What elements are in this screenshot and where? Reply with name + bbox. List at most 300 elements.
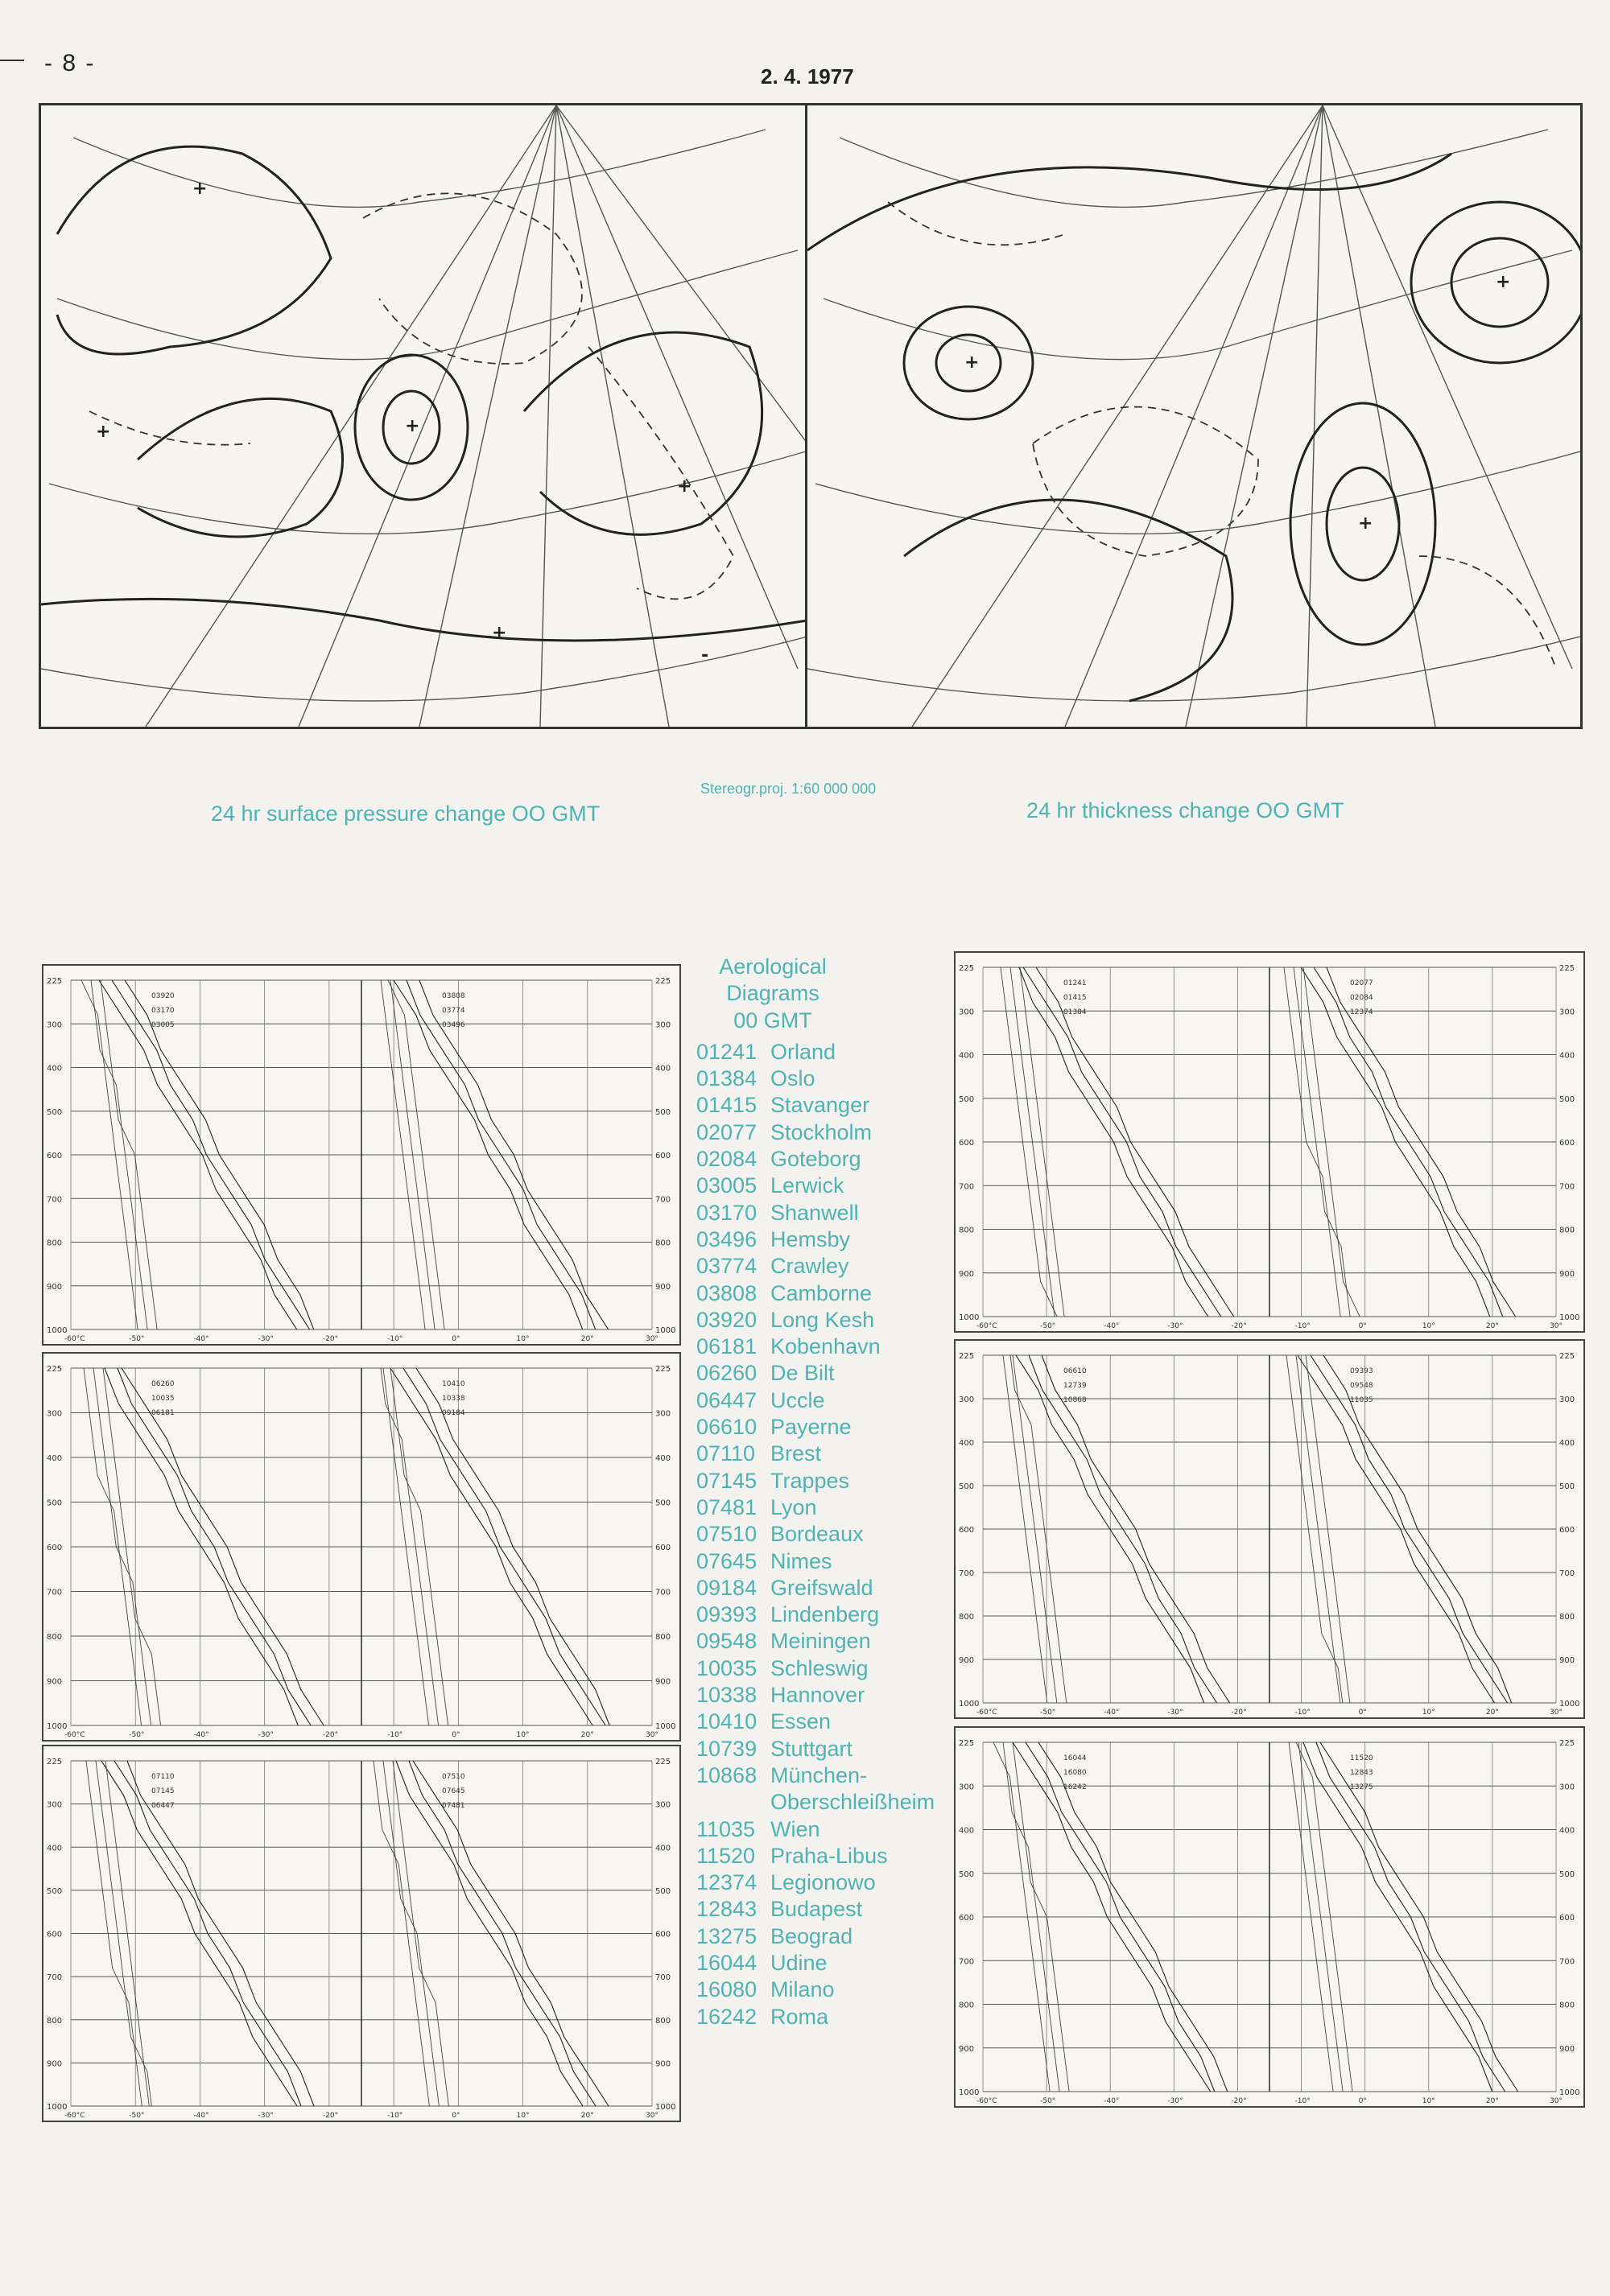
station-code: 02077 [696, 1119, 758, 1144]
pressure-label: 800 [1559, 1226, 1575, 1235]
pressure-label: 800 [959, 1226, 975, 1235]
temperature-label: 30° [1550, 1322, 1563, 1330]
legend-title-2: Diagrams [726, 981, 819, 1006]
station-name: Crawley [770, 1254, 849, 1279]
diagram-drawing [43, 1746, 679, 2121]
temperature-label: -20° [1231, 2097, 1247, 2105]
pressure-label: 225 [1559, 964, 1575, 973]
station-name: Essen [770, 1709, 832, 1734]
diagram-drawing [43, 966, 679, 1344]
legend-title-3: 00 GMT [733, 1008, 812, 1033]
svg-text:+: + [1358, 513, 1373, 534]
temperature-label: -20° [1231, 1709, 1247, 1717]
temperature-label: -10° [387, 2112, 403, 2120]
station-name: Milano [770, 1977, 835, 2002]
pressure-label: 900 [959, 1269, 975, 1279]
sounding-station-code: 10868 [1063, 1396, 1087, 1404]
pressure-label: 600 [1559, 1526, 1575, 1535]
pressure-label: 900 [655, 1282, 671, 1292]
temperature-label: -60°C [976, 1322, 997, 1330]
station-name: Long Kesh [770, 1307, 875, 1332]
pressure-label: 500 [655, 1107, 671, 1117]
pressure-label: 400 [655, 1454, 671, 1463]
pressure-label: 1000 [1559, 2088, 1580, 2097]
pressure-label: 900 [959, 2044, 975, 2054]
station-code: 03774 [696, 1254, 758, 1279]
sounding-station-code: 16242 [1063, 1783, 1087, 1791]
temperature-label: 10° [516, 2112, 530, 2120]
station-name: Stavanger [770, 1093, 870, 1118]
sounding-station-code: 03496 [442, 1021, 465, 1029]
pressure-label: 225 [1559, 1352, 1575, 1361]
station-name: Brest [770, 1441, 822, 1466]
pressure-label: 225 [655, 977, 671, 986]
temperature-label: -30° [258, 1731, 274, 1739]
pressure-label: 800 [655, 1239, 671, 1248]
pressure-label: 600 [47, 1930, 63, 1939]
station-code: 10035 [696, 1655, 758, 1680]
svg-text:+: + [677, 476, 692, 497]
station-code: 07510 [696, 1522, 758, 1547]
station-code: 16080 [696, 1977, 758, 2002]
temperature-label: 30° [646, 2112, 658, 2120]
station-row [696, 1307, 935, 1333]
temperature-label: 30° [1550, 2097, 1563, 2105]
pressure-label: 800 [47, 2016, 63, 2026]
station-name: Kobenhavn [770, 1334, 881, 1359]
pressure-label: 500 [959, 1094, 975, 1104]
station-list [696, 1039, 935, 2030]
pressure-label: 1000 [655, 1326, 676, 1335]
temperature-label: -30° [258, 1335, 274, 1343]
temperature-label: -20° [322, 2112, 339, 2120]
temperature-label: -40° [193, 1731, 209, 1739]
sounding-station-code: 03170 [151, 1007, 175, 1015]
sounding-station-code: 02077 [1350, 979, 1373, 987]
temperature-label: 30° [1550, 1709, 1563, 1717]
pressure-label: 300 [655, 1800, 671, 1810]
temperature-label: -10° [387, 1335, 403, 1343]
pressure-label: 300 [1559, 1008, 1575, 1017]
temperature-label: -30° [1167, 2097, 1183, 2105]
temperature-label: 0° [452, 2112, 460, 2120]
sounding-station-code: 06447 [151, 1802, 175, 1810]
station-code: 10868 [696, 1762, 758, 1787]
pressure-label: 500 [959, 1869, 975, 1879]
station-name: Nimes [770, 1548, 832, 1573]
pressure-label: 600 [655, 1152, 671, 1160]
pressure-label: 900 [1559, 1269, 1575, 1279]
surface-pressure-map-drawing [41, 105, 807, 727]
pressure-label: 900 [1559, 1656, 1575, 1665]
station-legend [696, 954, 935, 2030]
sounding-station-code: 07645 [442, 1787, 465, 1795]
sounding-station-code: 06610 [1063, 1367, 1087, 1375]
pressure-label: 800 [655, 2016, 671, 2026]
temperature-label: 10° [516, 1731, 530, 1739]
station-row [696, 1950, 935, 1977]
pressure-label: 900 [47, 1282, 63, 1292]
page-date: 2. 4. 1977 [761, 64, 854, 89]
temperature-label: -60°C [64, 1731, 85, 1739]
sounding-station-code: 07110 [151, 1773, 175, 1781]
pressure-label: 1000 [47, 2103, 68, 2112]
temperature-label: -10° [1294, 1322, 1311, 1330]
diagram-drawing [956, 1728, 1583, 2106]
station-row [696, 1977, 935, 2003]
pressure-label: 1000 [959, 1313, 980, 1322]
pressure-label: 225 [655, 1365, 671, 1374]
sounding-station-code: 12843 [1350, 1769, 1373, 1777]
station-code: 01241 [696, 1039, 758, 1064]
thickness-map-drawing [807, 105, 1580, 727]
pressure-label: 225 [959, 964, 975, 973]
temperature-label: 10° [1422, 1709, 1435, 1717]
pressure-label: 225 [47, 977, 63, 986]
pressure-label: 300 [959, 1783, 975, 1792]
aerological-diagram-panel [954, 951, 1585, 1333]
aerological-diagram-panel [954, 1339, 1585, 1719]
pressure-label: 600 [655, 1930, 671, 1939]
station-row [696, 1468, 935, 1494]
station-code: 01384 [696, 1066, 758, 1091]
temperature-label: -30° [1167, 1709, 1183, 1717]
sounding-station-code: 01384 [1063, 1008, 1087, 1016]
temperature-label: -50° [129, 2112, 145, 2120]
station-name: Hemsby [770, 1226, 851, 1251]
pressure-label: 225 [1559, 1739, 1575, 1748]
pressure-label: 400 [655, 1064, 671, 1074]
temperature-label: -50° [129, 1335, 145, 1343]
station-code: 16044 [696, 1950, 758, 1975]
temperature-label: 0° [1358, 1322, 1367, 1330]
pressure-label: 500 [47, 1498, 63, 1508]
pressure-label: 700 [47, 1195, 63, 1205]
pressure-label: 800 [959, 1613, 975, 1622]
station-code: 03496 [696, 1226, 758, 1251]
station-code: 06447 [696, 1387, 758, 1412]
diagram-drawing [43, 1354, 679, 1740]
pressure-label: 300 [47, 1409, 63, 1419]
diagram-drawing [956, 1341, 1583, 1717]
pressure-label: 900 [47, 1677, 63, 1687]
pressure-label: 600 [47, 1544, 63, 1552]
station-name: Trappes [770, 1468, 850, 1493]
station-name: Budapest [770, 1897, 863, 1922]
pressure-label: 700 [959, 1957, 975, 1967]
pressure-label: 900 [959, 1656, 975, 1665]
temperature-label: 20° [580, 1335, 594, 1343]
pressure-label: 500 [47, 1107, 63, 1117]
station-row [696, 1146, 935, 1173]
pressure-label: 600 [1559, 1914, 1575, 1923]
left-map-caption: 24 hr surface pressure change OO GMT [211, 802, 601, 826]
pressure-label: 400 [1559, 1826, 1575, 1836]
sounding-station-code: 03005 [151, 1021, 175, 1029]
station-row [696, 1441, 935, 1467]
temperature-label: -50° [1040, 1709, 1056, 1717]
temperature-label: -40° [1104, 1322, 1120, 1330]
pressure-label: 500 [47, 1886, 63, 1896]
station-row [696, 1762, 935, 1789]
sounding-station-code: 03774 [442, 1007, 465, 1015]
temperature-label: 10° [1422, 2097, 1435, 2105]
temperature-label: -50° [129, 1731, 145, 1739]
pressure-label: 400 [655, 1844, 671, 1853]
station-code: 02084 [696, 1147, 758, 1172]
station-code: 12374 [696, 1870, 758, 1895]
temperature-label: 20° [1485, 1709, 1499, 1717]
pressure-label: 300 [959, 1008, 975, 1017]
legend-title-1: Aerological [719, 954, 827, 979]
surface-pressure-change-map [39, 103, 810, 729]
temperature-label: 20° [580, 1731, 594, 1739]
pressure-label: 300 [1559, 1395, 1575, 1404]
station-row [696, 1092, 935, 1119]
station-row [696, 1387, 935, 1414]
station-code: 07110 [696, 1441, 756, 1466]
svg-text:+: + [405, 416, 420, 436]
station-row [696, 1066, 935, 1092]
pressure-label: 900 [1559, 2044, 1575, 2054]
station-row [696, 1682, 935, 1709]
sounding-station-code: 01415 [1063, 994, 1087, 1002]
pressure-label: 1000 [959, 2088, 980, 2097]
temperature-label: -20° [322, 1731, 339, 1739]
temperature-label: 10° [516, 1335, 530, 1343]
station-code: 13275 [696, 1923, 758, 1948]
station-code: 10739 [696, 1736, 758, 1761]
station-row [696, 1521, 935, 1548]
temperature-label: 0° [1358, 1709, 1367, 1717]
station-row [696, 1843, 935, 1869]
legend-heading [696, 954, 849, 1034]
pressure-label: 700 [655, 1973, 671, 1983]
sounding-station-code: 12374 [1350, 1008, 1373, 1016]
station-row [696, 1896, 935, 1923]
temperature-label: -40° [193, 2112, 209, 2120]
temperature-label: 0° [1358, 2097, 1367, 2105]
station-row [696, 1601, 935, 1628]
station-name: Hannover [770, 1683, 865, 1708]
temperature-label: -10° [387, 1731, 403, 1739]
station-name: Stockholm [770, 1119, 873, 1144]
station-row [696, 2004, 935, 2030]
pressure-label: 400 [959, 1051, 975, 1061]
sounding-station-code: 10035 [151, 1395, 175, 1403]
station-row [696, 1575, 935, 1601]
station-name: München- [770, 1762, 868, 1787]
station-row [696, 1200, 935, 1226]
pressure-label: 700 [1559, 1957, 1575, 1967]
station-row [696, 1173, 935, 1199]
station-row [696, 1789, 935, 1816]
pressure-label: 700 [47, 1973, 63, 1983]
station-row [696, 1548, 935, 1575]
temperature-label: -40° [1104, 2097, 1120, 2105]
pressure-label: 225 [47, 1758, 63, 1766]
sounding-station-code: 07145 [151, 1787, 175, 1795]
station-name: Wien [770, 1816, 820, 1841]
station-row [696, 1494, 935, 1521]
sounding-station-code: 09548 [1350, 1382, 1373, 1390]
pressure-label: 1000 [1559, 1700, 1580, 1709]
station-code: 09184 [696, 1575, 758, 1600]
pressure-label: 500 [655, 1498, 671, 1508]
pressure-label: 500 [1559, 1482, 1575, 1491]
station-name: Oberschleißheim [770, 1790, 935, 1815]
sounding-station-code: 09184 [442, 1409, 465, 1417]
pressure-label: 300 [47, 1020, 63, 1030]
pressure-label: 600 [959, 1526, 975, 1535]
station-row [696, 1253, 935, 1280]
pressure-label: 500 [1559, 1094, 1575, 1104]
page-number: - 8 - [44, 50, 96, 76]
temperature-label: 0° [452, 1335, 460, 1343]
pressure-label: 1000 [655, 2103, 676, 2112]
station-row [696, 1923, 935, 1950]
temperature-label: -60°C [976, 1709, 997, 1717]
station-name: Schleswig [770, 1655, 869, 1680]
pressure-label: 800 [959, 2001, 975, 2010]
projection-note: Stereogr.proj. 1:60 000 000 [700, 781, 877, 797]
station-name: Beograd [770, 1923, 853, 1948]
pressure-label: 300 [47, 1800, 63, 1810]
aerological-diagram-panel [42, 1745, 681, 2122]
station-row [696, 1816, 935, 1843]
sounding-station-code: 02084 [1350, 994, 1373, 1002]
temperature-label: 0° [452, 1731, 460, 1739]
temperature-label: 30° [646, 1335, 658, 1343]
temperature-label: -60°C [64, 2112, 85, 2120]
sounding-station-code: 13275 [1350, 1783, 1373, 1791]
sounding-station-code: 07481 [442, 1802, 465, 1810]
station-code: 09393 [696, 1602, 758, 1627]
station-name: Shanwell [770, 1200, 859, 1225]
pressure-label: 300 [959, 1395, 975, 1404]
station-name: Lerwick [770, 1173, 844, 1198]
station-row [696, 1709, 935, 1735]
station-row [696, 1119, 935, 1146]
sounding-station-code: 12739 [1063, 1382, 1087, 1390]
station-name: Bordeaux [770, 1522, 864, 1547]
thickness-change-map [805, 103, 1583, 729]
pressure-label: 600 [655, 1544, 671, 1552]
pressure-label: 400 [959, 1439, 975, 1448]
pressure-label: 800 [47, 1633, 63, 1642]
pressure-label: 1000 [959, 1700, 980, 1709]
station-code: 06260 [696, 1361, 758, 1386]
pressure-label: 1000 [47, 1326, 68, 1335]
pressure-label: 300 [655, 1020, 671, 1030]
station-name: Payerne [770, 1415, 852, 1440]
pressure-label: 700 [1559, 1182, 1575, 1192]
pressure-label: 700 [47, 1588, 63, 1597]
temperature-label: -10° [1294, 2097, 1311, 2105]
pressure-label: 300 [655, 1409, 671, 1419]
station-row [696, 1869, 935, 1896]
pressure-label: 600 [47, 1152, 63, 1160]
temperature-label: -10° [1294, 1709, 1311, 1717]
temperature-label: 10° [1422, 1322, 1435, 1330]
station-code: 07145 [696, 1468, 758, 1493]
pressure-label: 800 [47, 1239, 63, 1248]
station-code: 09548 [696, 1629, 758, 1654]
pressure-label: 400 [959, 1826, 975, 1836]
station-row [696, 1039, 935, 1066]
sounding-station-code: 03920 [151, 992, 175, 1000]
pressure-label: 225 [959, 1739, 975, 1748]
station-row [696, 1655, 935, 1682]
temperature-label: 20° [1485, 1322, 1499, 1330]
station-name: Greifswald [770, 1575, 873, 1600]
station-code: 06181 [696, 1334, 758, 1359]
station-code: 03170 [696, 1200, 758, 1225]
sounding-station-code: 06260 [151, 1380, 175, 1388]
station-code: 10410 [696, 1709, 758, 1734]
sounding-station-code: 06181 [151, 1409, 175, 1417]
station-name: Udine [770, 1950, 828, 1975]
pressure-label: 800 [655, 1633, 671, 1642]
station-code: 16242 [696, 2004, 758, 2029]
station-code: 12843 [696, 1897, 758, 1922]
pressure-label: 700 [959, 1569, 975, 1578]
station-name: Lyon [770, 1494, 817, 1519]
station-row [696, 1333, 935, 1360]
top-rule [0, 60, 24, 61]
station-code: 11035 [696, 1816, 756, 1841]
temperature-label: -60°C [64, 1335, 85, 1343]
pressure-label: 1000 [47, 1722, 68, 1731]
right-map-caption: 24 hr thickness change OO GMT [1026, 798, 1344, 822]
temperature-label: 30° [646, 1731, 658, 1739]
sounding-station-code: 16044 [1063, 1754, 1087, 1762]
sounding-station-code: 11035 [1350, 1396, 1373, 1404]
pressure-label: 225 [47, 1365, 63, 1374]
station-code: 07645 [696, 1548, 758, 1573]
pressure-label: 600 [1559, 1139, 1575, 1148]
pressure-label: 400 [47, 1844, 63, 1853]
diagram-drawing [956, 953, 1583, 1331]
station-row [696, 1280, 935, 1307]
sounding-station-code: 03808 [442, 992, 465, 1000]
temperature-label: -20° [322, 1335, 339, 1343]
pressure-label: 1000 [1559, 1313, 1580, 1322]
station-name: Camborne [770, 1280, 873, 1305]
station-row [696, 1360, 935, 1387]
station-name: Stuttgart [770, 1736, 853, 1761]
station-code: 06610 [696, 1415, 758, 1440]
station-name: Lindenberg [770, 1602, 880, 1627]
station-name: Praha-Libus [770, 1843, 888, 1868]
station-row [696, 1628, 935, 1655]
temperature-label: -20° [1231, 1322, 1247, 1330]
sounding-station-code: 07510 [442, 1773, 465, 1781]
pressure-label: 400 [47, 1454, 63, 1463]
pressure-label: 300 [1559, 1783, 1575, 1792]
pressure-label: 700 [1559, 1569, 1575, 1578]
pressure-label: 700 [959, 1182, 975, 1192]
temperature-label: 20° [580, 2112, 594, 2120]
temperature-label: -40° [193, 1335, 209, 1343]
pressure-label: 400 [1559, 1439, 1575, 1448]
aerological-diagram-panel [954, 1726, 1585, 2108]
sounding-station-code: 10338 [442, 1395, 465, 1403]
pressure-label: 600 [959, 1914, 975, 1923]
sounding-station-code: 16080 [1063, 1769, 1087, 1777]
svg-text:-: - [701, 645, 709, 666]
pressure-label: 225 [959, 1352, 975, 1361]
